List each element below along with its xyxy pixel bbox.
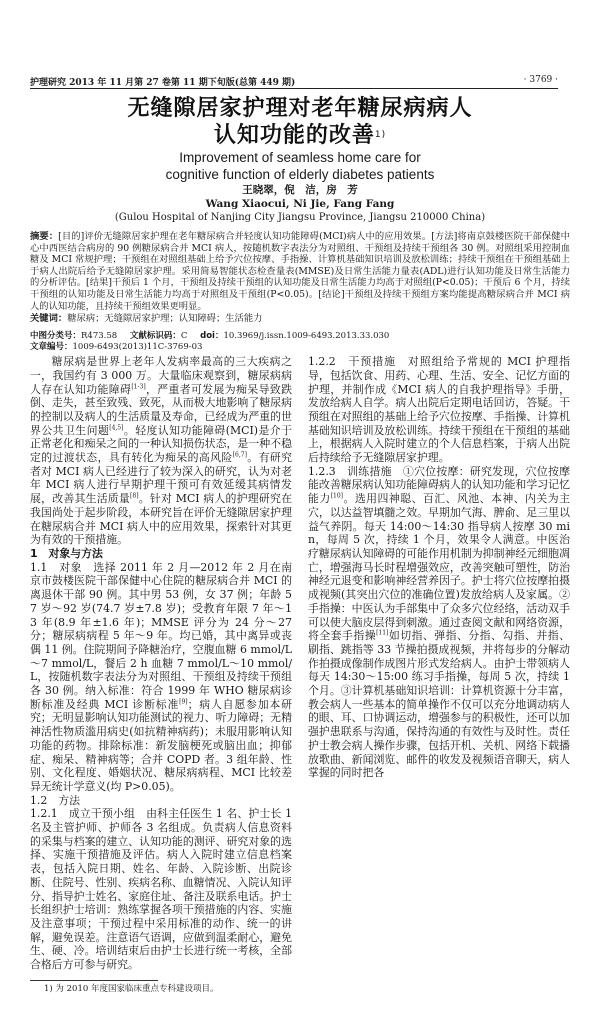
abstract-text: [目的]评价无缝隙居家护理在老年糖尿病合并轻度认知功能障碍(MCI)病人中的应用效果。[方法]将南京鼓楼医院干部保健中心中西医结合病房的 90 例糖尿病合并 MCI 病人，按随机数字表法分为对照组、干预组及持续干预组各 30 例。对照组采用控制血糖及 MCI 常规护理；干预组在对照组基础上给予穴位按摩、手指操、计算机基础知识培训及放松训练；持续干预组在干预组基础上于病人出院后给予无缝隙居家护理。采用简易智能状态检查量表(MMSE)及日常生活能力量表(ADL)进行认知功能及日常生活能力的分析评估。[结果]干预后 1 个月，干预组及持续干预组的认知功能及日常生活能力均高于对照组(P<0.05)；干预后 6 个月，持续干预组的认知功能及日常生活能力均高于对照组及干预组(P<0.05)。[结论]干预组及持续干预组方案均能提高糖尿病合并 MCI 病人的认知功能，且持续干预组效果更明显。 (30, 231, 570, 312)
citation: [9] (179, 698, 188, 706)
intro-paragraph-1 (30, 355, 292, 547)
doc-value: C (180, 331, 188, 342)
title-en-line1: Improvement of seamless home care for (179, 150, 421, 165)
section-heading-1-2: 1.2 方法 (30, 793, 80, 807)
text: 糖尿病是世界上老年人发病率最高的三大疾病之一，我国约有 3 000 万。大量临床观察到，糖尿病病人存在认知功能障碍 (30, 355, 292, 396)
doc-code (130, 331, 188, 342)
text: ①穴位按摩：研究发现，穴位按摩能改善糖尿病认知功能障碍病人的认知功能和学习记忆能力 (308, 464, 570, 506)
section-1-2-2 (308, 355, 570, 465)
title-en-line2: cognitive function of elderly diabetes patients (165, 167, 435, 182)
keywords-label: 关键词： (30, 313, 68, 325)
text: ；病人自愿参加本研究；无明显影响认知功能测试的视力、听力障碍；无精神活性物质滥用病史(如抗精神病药)；未服用影响认知功能的药物。排除标准：新发脑梗死或脑出血；抑郁症、痴呆、精神病等；合并 COPD 者。3 组年龄、性别、文化程度、婚姻状况、糖尿病病程、MCI 比较差异无统计学意义(均 P>0.05)。 (30, 697, 292, 793)
title-note-mark: 1) (374, 130, 387, 140)
section-1-2-3 (308, 465, 570, 780)
subheading: 1.2.1 成立干预小组 (30, 807, 147, 821)
left-column (30, 355, 292, 972)
body-columns (30, 355, 570, 972)
citation: [10] (330, 492, 344, 500)
citation: [11] (376, 629, 389, 637)
doc-label: 文献标识码： (129, 331, 181, 342)
page-number: · 3769 · (523, 75, 558, 85)
text: 。针对 MCI 病人的护理研究在我国尚处于起步阶段，本研究旨在评价无缝隙居家护理在糖尿病合并 MCI 病人中的应用效果，探索针对其更为有效的干预措施。 (30, 492, 292, 547)
subheading: 1.2.3 训练措施 (308, 464, 403, 478)
doi (200, 331, 389, 342)
affiliation: (Gulou Hospital of Nanjing City Jiangsu Province, Jiangsu 210000 China) (114, 212, 486, 223)
citation: [8] (130, 492, 139, 500)
clc (30, 331, 117, 342)
text: 如切指、弹指、分指、勾指、并指、刷指、跳指等 33 节操拍摄成视频，并将每步的分解动作拍摄成像制作成图片形式发给病人。由护士带领病人每天 14:30～15:00 练习手指操，每周 5 次，持续 1 个月。③计算机基础知识培训：计算机资源十分丰富，教会病人一些基本的简单操作不仅可以充分地调动病人的眼、耳、口协调运动，增强参与的积极性，还可以加强护患联系与沟通，保持沟通的有效性与及时性。责任护士教会病人操作步骤，包括开机、关机、网络下载播放歌曲、新闻浏览、邮件的收发及视频语音聊天，病人掌握的同时把各 (308, 629, 570, 780)
subheading: 1.1 对象 (30, 560, 94, 574)
subheading: 1.2.2 干预措施 (308, 355, 408, 369)
art-label: 文章编号： (30, 342, 73, 353)
authors-en: Wang Xiaocui, Ni Jie, Fang Fang (205, 198, 395, 210)
doi-label: doi： (200, 331, 224, 342)
text: 。选用四神聪、百汇、风池、本神、内关为主穴，以达益智填髓之效。早期加气海、脾俞、足三里以益气养阴。每天 14:00～14:30 指导病人按摩 30 min，每周 5 次，持续 1 个月，效果令人满意。中医治疗糖尿病认知障碍的可能作用机制为抑制神经元细胞凋亡，增强海马长时程增强效应，改善突触可塑性，防治神经元退变和影响神经营养因子。护士将穴位按摩拍摄成视频(其突出穴位的准确位置)发放给病人及家属。②手指操：中医认为手部集中了众多穴位经络，活动双手可以使大脑皮层得到刺激。通过查阅文献和网络资源，将全套手指操 (308, 492, 570, 643)
title-cn-line1: 无缝隙居家护理对老年糖尿病病人 (127, 96, 473, 121)
classification-line (30, 331, 570, 353)
abstract (30, 231, 570, 312)
keywords-text: 糖尿病；无缝隙居家护理；认知障碍；生活能力 (67, 313, 263, 325)
keywords (30, 313, 570, 325)
section-heading-1: 1 对象与方法 (30, 547, 103, 560)
footnote-divider (30, 980, 158, 981)
text: 。有研究者对 MCI 病人已经进行了较为深入的研究，认为对老年 MCI 病人进行早期护理干预可有效延缓其病情发展，改善其生活质量 (30, 451, 292, 506)
doi-value: 10.3969/j.issn.1009-6493.2013.33.030 (223, 331, 390, 342)
abstract-label: 摘要： (30, 231, 59, 242)
clc-value: R473.58 (81, 331, 118, 342)
citation: [6,7] (232, 451, 247, 459)
article-number (30, 342, 202, 353)
running-header (30, 72, 558, 89)
text: 选择 2011 年 2 月—2012 年 2 月在南京市鼓楼医院干部保健中心住院的糖尿病合并 MCI 的离退休干部 90 例。其中男 53 例，女 37 例；年龄 57 岁～92 岁(74.7 岁±7.8 岁)；受教育年限 7 年～13 年(8.9 年±1.6 年)；MMSE 评分为 24 分～27 分；糖尿病病程 5 年～9 年。均已婚，其中离异或丧偶 11 例。住院期间予降糖治疗，空腹血糖 6 mmol/L～7 mmol/L，餐后 2 h 血糖 7 mmol/L～10 mmol/L，按随机数字表法分为对照组、干预组及持续干预组各 30 例。纳入标准：符合 1999 年 WHO 糖尿病诊断标准及经典 MCI 诊断标准 (30, 560, 292, 711)
section-1-2-1 (30, 807, 292, 971)
citation: [1-3] (131, 382, 146, 390)
clc-label: 中图分类号： (30, 331, 82, 342)
citation: [4,5] (109, 424, 124, 432)
right-column (308, 355, 570, 972)
title-cn-line2 (30, 122, 570, 149)
art-value: 1009-6493(2013)11C-3769-03 (72, 342, 203, 353)
title-cn-text: 认知功能的改善 (213, 123, 375, 148)
text: 由科主任医生 1 名、护士长 1 名及主管护师、护师各 3 名组成。负责病人信息资料的采集与档案的建立、认知功能的测评、研究对象的选择、实施干预措施及评估。病人入院时建立信息档案表，包括入院日期、姓名、年龄、入院诊断、出院诊断、住院号、性别、疾病名称、血糖情况、入院认知评分、指导护士姓名、家庭住址、备注及联系电话。护士长组织护士培训：熟练掌握各项干预措施的内容、实施及注意事项；干预过程中采用标准的动作、统一的讲解，避免误差。注意语气语调，应做到温柔耐心，避免生、硬、冷。培训结束后由护士长进行统一考核，全部合格后方可参与研究。 (30, 807, 292, 972)
footnote: 1) 为 2010 年度国家临床重点专科建设项目。 (44, 983, 219, 994)
text: ，严重者可发展为痴呆导致跌倒、走失，甚至致残、致死，从而极大地影响了糖尿病的控制以及病人的生活质量及寿命，已经成为严重的世界公共卫生问题 (30, 382, 292, 437)
authors-cn: 王晓翠，倪 洁，房 芳 (242, 184, 358, 196)
text: 对照组给予常规的 MCI 护理指导，包括饮食、用药、心理、生活、安全、记忆方面的护理，并制作成《MCI 病人的自我护理指导》手册，发放给病人自学。病人出院后定期电话回访，答疑。干预组在对照组的基础上给予穴位按摩、手指操、计算机基础知识培训及放松训练。持续干预组在干预组的基础上，根据病人入院时建立的个人信息档案，于病人出院后持续给予无缝隙居家护理。 (308, 355, 570, 465)
section-1-1 (30, 561, 292, 794)
journal-info: 护理研究 2013 年 11 月第 27 卷第 11 期下旬版(总第 449 期) (30, 78, 296, 88)
text: 。轻度认知功能障碍(MCI)是介于正常老化和痴呆之间的一种认知损伤状态，是一种不稳定的过渡状态，具有转化为痴呆的高风险 (30, 423, 292, 465)
